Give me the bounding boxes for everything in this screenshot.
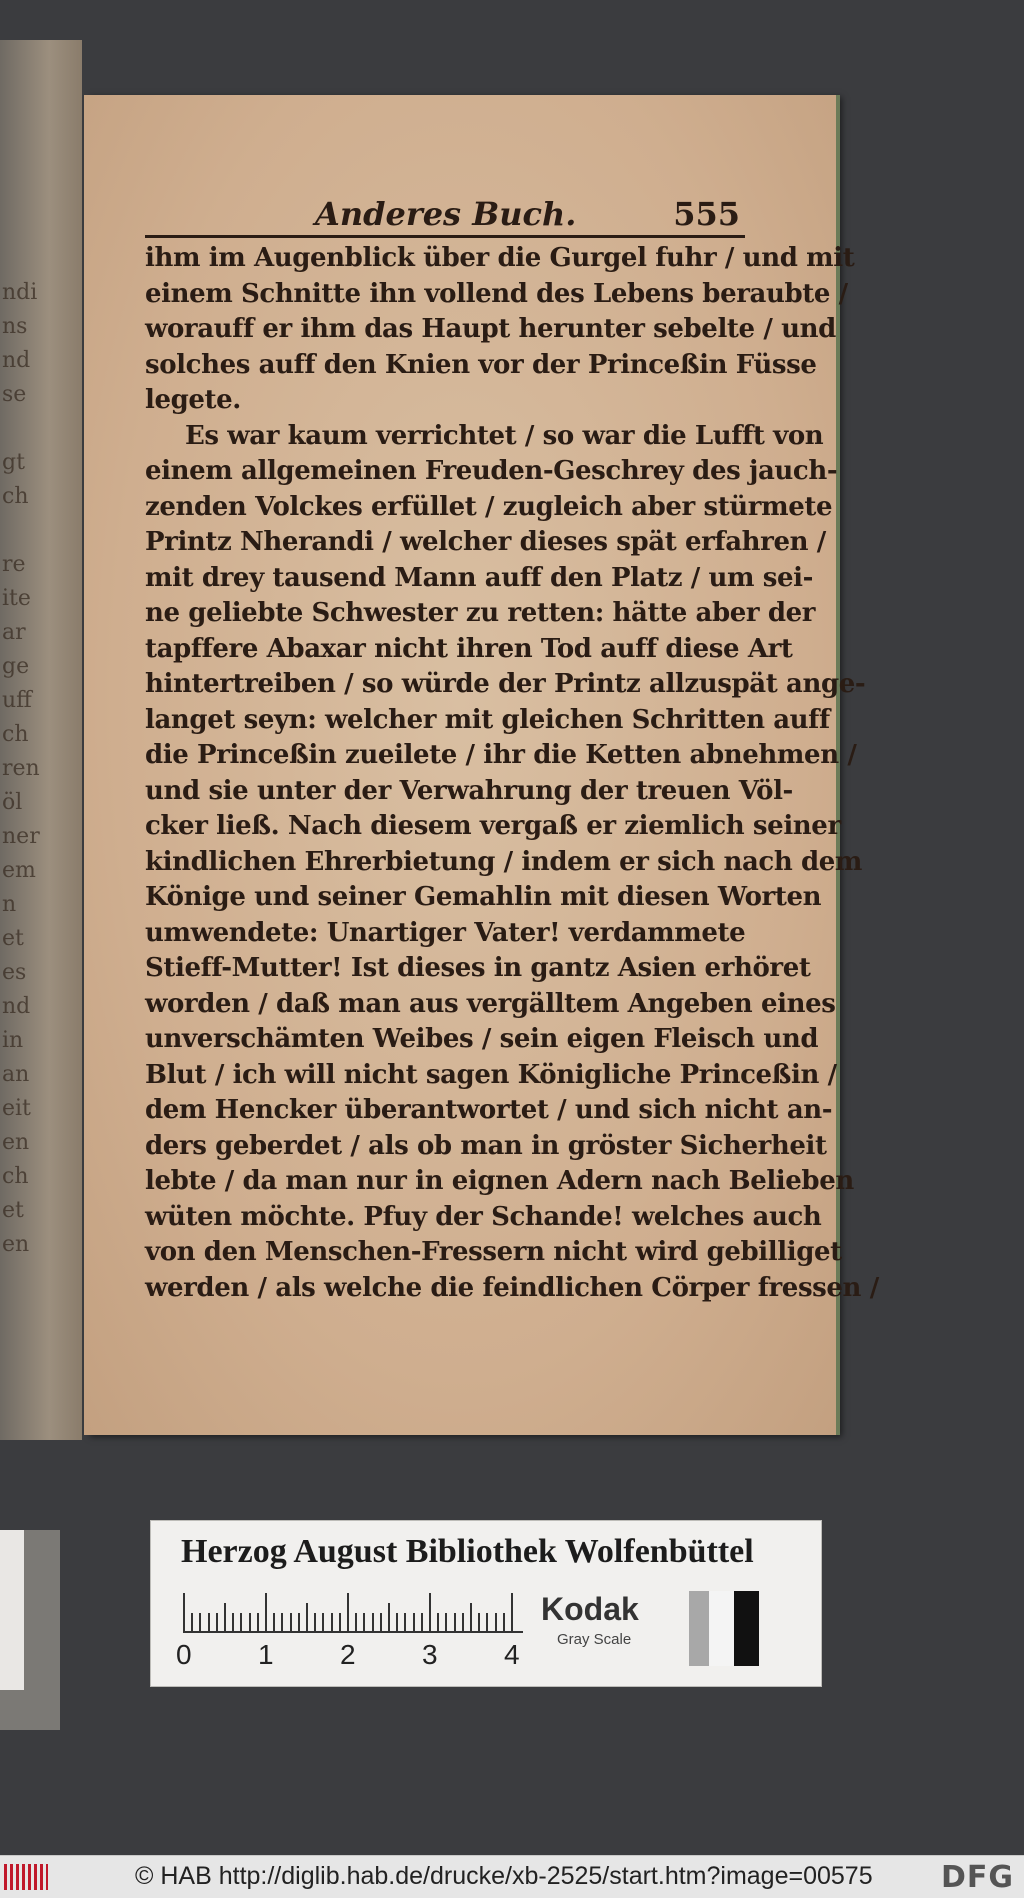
ruler-tick <box>306 1603 308 1631</box>
left-page-fragment <box>2 518 36 552</box>
ruler-tick <box>290 1613 292 1631</box>
text-line: worden / daß man aus vergälltem Angeben eines <box>145 988 836 1019</box>
ruler-tick <box>281 1613 283 1631</box>
running-header <box>145 195 745 241</box>
ruler-tick <box>347 1593 349 1631</box>
text-line: zenden Volckes erfüllet / zugleich aber stürmete <box>145 491 833 522</box>
left-page-fragment: ns <box>2 314 28 339</box>
ruler-tick <box>404 1613 406 1631</box>
left-page-fragment <box>2 416 36 450</box>
left-page-fragment: en <box>2 1130 30 1155</box>
ruler-tick <box>454 1613 456 1631</box>
left-page-fragment: en <box>2 1232 30 1257</box>
text-line: Stieff-Mutter! Ist dieses in gantz Asien erhöret <box>145 953 811 983</box>
left-page-fragment: an <box>2 1062 30 1087</box>
ruler-tick <box>355 1613 357 1631</box>
ruler-tick <box>380 1613 382 1631</box>
left-page-fragment: n <box>2 892 17 917</box>
page-number: 555 <box>673 195 740 233</box>
ruler-tick <box>257 1613 259 1631</box>
page-text <box>145 195 879 1306</box>
left-page-fragment: ndi <box>2 280 38 305</box>
text-line: mit drey tausend Mann auff den Platz / um sei- <box>145 562 813 593</box>
header-rule <box>145 235 745 238</box>
text-line: umwendete: Unartiger Vater! verdammete <box>145 917 746 948</box>
ruler-tick <box>421 1613 423 1631</box>
left-page-fragments <box>2 280 40 1266</box>
text-line: ihm im Augenblick über die Gurgel fuhr / und mit <box>145 243 855 273</box>
left-page-fragment: ren <box>2 756 40 781</box>
text-line: wüten möchte. Pfuy der Schande! welches auch <box>145 1201 822 1232</box>
ruler-tick <box>249 1613 251 1631</box>
ruler-tick <box>503 1613 505 1631</box>
left-page-fragment: ite <box>2 586 31 611</box>
text-line: von den Menschen-Fressern nicht wird gebilliget <box>145 1237 842 1267</box>
ruler-tick <box>486 1613 488 1631</box>
text-line: ne geliebte Schwester zu retten: hätte aber der <box>145 598 816 628</box>
ruler-tick <box>495 1613 497 1631</box>
ruler-digit: 0 <box>176 1639 192 1670</box>
text-line: dem Hencker überantwortet / und sich nicht an- <box>145 1095 833 1125</box>
text-line: solches auff den Knien vor der Princeßin Füsse <box>145 349 817 380</box>
left-page-fragment: nd <box>2 348 31 373</box>
left-page-fragment: es <box>2 960 27 985</box>
text-line: legete. <box>145 385 241 415</box>
ruler-tick <box>183 1593 185 1631</box>
gray-scale-label: Gray Scale <box>557 1631 632 1648</box>
ruler-tick <box>273 1613 275 1631</box>
library-name: Herzog August Bibliothek Wolfenbüttel <box>181 1533 754 1570</box>
ruler-tick <box>298 1613 300 1631</box>
ruler-tick <box>265 1593 267 1631</box>
ruler-scale <box>183 1591 523 1633</box>
text-line: worauff er ihm das Haupt herunter sebelte / und <box>145 314 836 344</box>
left-page-fragment: ch <box>2 484 29 509</box>
left-color-strip <box>0 1530 60 1730</box>
ruler-tick <box>511 1593 513 1631</box>
ruler-digits <box>176 1639 520 1671</box>
dfg-logo: DFG <box>940 1860 1014 1895</box>
source-url[interactable]: © HAB http://diglib.hab.de/drucke/xb-2525/start.htm?image=00575 <box>135 1862 873 1890</box>
ruler-tick <box>429 1593 431 1631</box>
text-line: Printz Nherandi / welcher dieses spät erfahren / <box>145 527 826 557</box>
ruler-tick <box>224 1603 226 1631</box>
text-lines <box>145 241 879 1306</box>
ruler-tick <box>240 1613 242 1631</box>
ruler-tick <box>208 1613 210 1631</box>
left-page-fragment: ch <box>2 1164 29 1189</box>
left-page-fragment: et <box>2 926 24 951</box>
ruler-digit: 2 <box>340 1639 356 1670</box>
ruler-tick <box>396 1613 398 1631</box>
text-line: hintertreiben / so würde der Printz allzuspät ange- <box>145 669 866 699</box>
ruler-tick <box>462 1613 464 1631</box>
ruler-digit: 1 <box>258 1639 274 1670</box>
ruler-tick <box>331 1613 333 1631</box>
left-page-fragment: uff <box>2 688 32 713</box>
left-page-fragment: ch <box>2 722 29 747</box>
text-line: kindlichen Ehrerbietung / indem er sich nach dem <box>145 846 863 877</box>
text-line: langet seyn: welcher mit gleichen Schritten auff <box>145 704 830 735</box>
ruler-tick <box>216 1613 218 1631</box>
header-title: Anderes Buch. <box>315 195 577 233</box>
ruler-tick <box>322 1613 324 1631</box>
text-line: die Princeßin zueilete / ihr die Ketten abnehmen / <box>145 740 857 770</box>
left-page-fragment: ar <box>2 620 26 645</box>
barcode-icon <box>4 1864 48 1890</box>
text-line: ders geberdet / als ob man in gröster Sicherheit <box>145 1130 827 1161</box>
ruler-tick <box>191 1613 193 1631</box>
text-line: lebte / da man nur in eignen Adern nach Belieben <box>145 1166 854 1196</box>
text-line: Könige und seiner Gemahlin mit diesen Worten <box>145 882 822 912</box>
ruler-tick <box>372 1613 374 1631</box>
ruler-tick <box>339 1613 341 1631</box>
left-page-edge <box>0 40 82 1440</box>
viewer-footer <box>0 1855 1024 1898</box>
ruler-tick <box>470 1603 472 1631</box>
ruler-tick <box>232 1613 234 1631</box>
left-page-fragment: ge <box>2 654 30 679</box>
left-page-fragment: eit <box>2 1096 31 1121</box>
left-page-fragment: se <box>2 382 27 407</box>
left-page-fragment: nd <box>2 994 31 1019</box>
ruler-tick <box>437 1613 439 1631</box>
gray-swatch <box>689 1591 759 1666</box>
ruler-digit: 4 <box>504 1639 520 1670</box>
ruler-tick <box>199 1613 201 1631</box>
ruler-tick <box>445 1613 447 1631</box>
text-line: unverschämten Weibes / sein eigen Fleisch und <box>145 1024 819 1054</box>
text-line: tapffere Abaxar nicht ihren Tod auff diese Art <box>145 633 793 664</box>
left-page-fragment: re <box>2 552 26 577</box>
text-line: cker ließ. Nach diesem vergaß er ziemlich seiner <box>145 811 841 841</box>
text-line: Es war kaum verrichtet / so war die Lufft von <box>185 420 824 451</box>
ruler-tick <box>413 1613 415 1631</box>
left-page-fragment: in <box>2 1028 24 1053</box>
text-line: einem Schnitte ihn vollend des Lebens beraubte / <box>145 278 848 309</box>
left-page-fragment: gt <box>2 450 25 475</box>
ruler-tick <box>363 1613 365 1631</box>
left-page-fragment: ner <box>2 824 40 849</box>
text-line: Blut / ich will nicht sagen Königliche Princeßin / <box>145 1059 837 1090</box>
text-line: einem allgemeinen Freuden-Geschrey des jauch- <box>145 456 838 486</box>
left-page-fragment: öl <box>2 790 23 815</box>
text-line: und sie unter der Verwahrung der treuen Völ- <box>145 775 793 806</box>
ruler-tick <box>314 1613 316 1631</box>
left-page-fragment: et <box>2 1198 24 1223</box>
kodak-label: Kodak <box>541 1591 639 1627</box>
ruler-tick <box>478 1613 480 1631</box>
ruler-digit: 3 <box>422 1639 438 1670</box>
library-color-card <box>150 1520 822 1687</box>
ruler-tick <box>388 1603 390 1631</box>
text-line: werden / als welche die feindlichen Cörper fressen / <box>145 1272 879 1303</box>
left-page-fragment: em <box>2 858 36 883</box>
